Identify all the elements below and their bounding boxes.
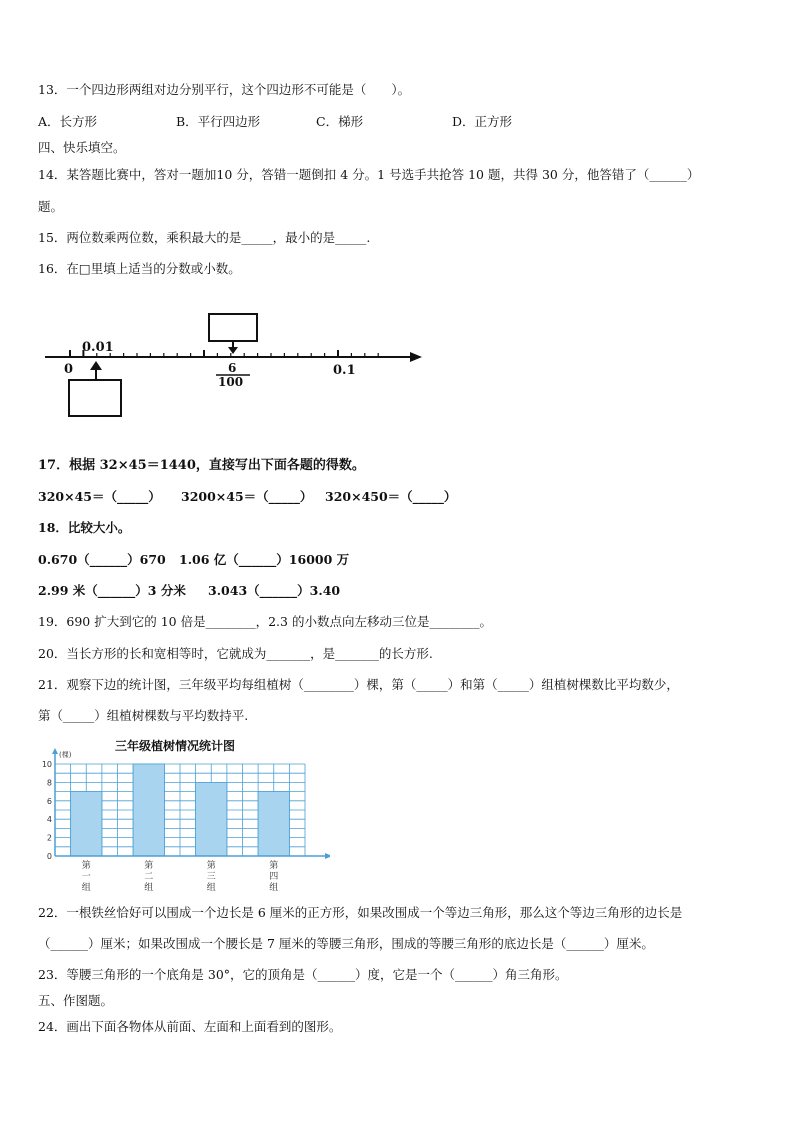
q18-row-1: [38, 552, 758, 568]
question-16: 16．在□里填上适当的分数或小数。: [38, 261, 241, 276]
y-tick-label: 10: [41, 760, 52, 769]
option-c: C．梯形: [316, 114, 364, 129]
question-17-items: [38, 489, 758, 505]
label-0-01: 0.01: [82, 340, 114, 355]
q18-item-1: 0.670（______）670: [38, 552, 166, 567]
question-20: 20．当长方形的长和宽相等时，它就成为_______，是_______的长方形.: [38, 646, 433, 661]
category-label-1: 一: [81, 872, 91, 882]
bar-1: [71, 792, 102, 856]
section-heading-5: 五、作图题。: [38, 993, 114, 1008]
answer-box-bottom: [69, 380, 121, 416]
option-a: A．长方形: [38, 114, 98, 129]
x-axis-arrow: [325, 853, 330, 859]
bar-4: [258, 792, 289, 856]
chart-title: 三年级植树情况统计图: [115, 739, 236, 753]
category-label-3: 组: [206, 883, 216, 893]
question-18: 18．比较大小。: [38, 520, 131, 535]
category-label-3: 三: [206, 872, 216, 882]
q18-item-3: 2.99 米（______）3 分米: [38, 583, 186, 598]
category-label-3: 第: [206, 861, 216, 871]
question-23: 23．等腰三角形的一个底角是 30°，它的顶角是（______）度，它是一个（______）角三角形。: [38, 967, 568, 982]
category-label-1: 第: [81, 861, 91, 871]
category-label-4: 四: [269, 872, 279, 882]
answer-box-top: [209, 314, 257, 341]
fraction-numerator: 6: [228, 361, 237, 375]
label-0-1: 0.1: [333, 363, 356, 378]
arrow-up-head: [90, 361, 102, 370]
question-24: 24．画出下面各物体从前面、左面和上面看到的图形。: [38, 1019, 342, 1034]
y-tick-label: 4: [46, 815, 52, 825]
number-line-arrowhead: [410, 352, 422, 362]
option-d: D．正方形: [452, 114, 513, 129]
question-15: 15．两位数乘两位数，乘积最大的是_____，最小的是_____.: [38, 230, 371, 245]
question-13-options: [38, 114, 758, 130]
q17-item-3: 320×450＝（_____）: [325, 489, 457, 504]
q18-item-4: 3.043（______）3.40: [208, 583, 341, 598]
section-heading-4: 四、快乐填空。: [38, 140, 126, 155]
question-13: 13．一个四边形两组对边分别平行，这个四边形不可能是（ ）。: [38, 82, 411, 97]
question-21-line2: 第（_____）组植树棵数与平均数持平.: [38, 708, 249, 723]
question-19: 19．690 扩大到它的 10 倍是________，2.3 的小数点向左移动三位是________。: [38, 614, 492, 629]
question-22-line1: 22．一根铁丝恰好可以围成一个边长是 6 厘米的正方形，如果改围成一个等边三角形，那么这个等边三角形的边长是: [38, 905, 683, 920]
category-label-2: 组: [144, 883, 154, 893]
question-14-line1: 14．某答题比赛中，答对一题加10 分，答错一题倒扣 4 分。1 号选手共抢答 10 题，共得 30 分，他答错了（______）: [38, 167, 700, 182]
q18-item-2: 1.06 亿（______）16000 万: [179, 552, 350, 567]
fraction-denominator: 100: [218, 375, 244, 389]
bar-chart: [40, 748, 330, 898]
y-tick-label: 8: [46, 778, 52, 788]
question-17: 17．根据 32×45＝1440，直接写出下面各题的得数。: [38, 458, 365, 473]
question-14-line2: 题。: [38, 199, 64, 214]
category-label-2: 二: [144, 872, 154, 882]
y-axis-label: (棵): [59, 751, 72, 759]
category-label-4: 第: [269, 861, 279, 871]
q17-item-1: 320×45＝（_____）: [38, 489, 161, 504]
y-tick-label: 6: [46, 796, 52, 806]
y-tick-label: 0: [46, 852, 52, 861]
question-21-line1: 21．观察下边的统计图，三年级平均每组植树（________）棵，第（_____）和第（_____）组植树棵数比平均数少，: [38, 677, 679, 692]
question-22-line2: （______）厘米；如果改围成一个腰长是 7 厘米的等腰三角形，围成的等腰三角形的底边长是（______）厘米。: [38, 936, 654, 951]
bar-3: [196, 782, 227, 856]
number-line-ticks: [70, 350, 378, 357]
arrow-down-head: [228, 347, 238, 354]
category-label-4: 组: [269, 883, 279, 893]
label-0: 0: [64, 362, 74, 377]
y-tick-label: 2: [46, 833, 52, 843]
number-line-figure: [40, 305, 430, 420]
q17-item-2: 3200×45＝（_____）: [181, 489, 313, 504]
y-axis-arrow: [52, 748, 58, 754]
q18-row-2: [38, 583, 758, 599]
category-label-1: 组: [81, 883, 91, 893]
option-b: B．平行四边形: [176, 114, 261, 129]
category-label-2: 第: [144, 861, 154, 871]
bar-2: [133, 764, 164, 856]
